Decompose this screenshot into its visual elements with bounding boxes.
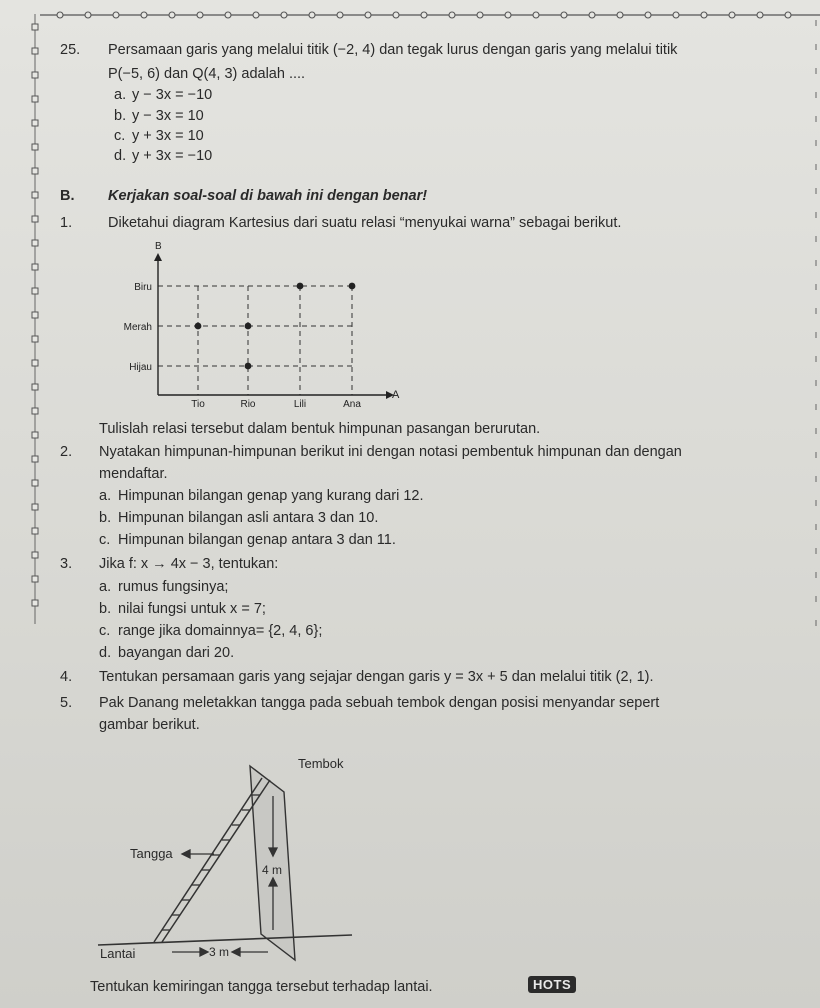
y-tick-label-hijau: Hijau [129,362,152,373]
wall-label: Tembok [298,756,344,771]
ladder-rail [162,780,270,942]
q3-item-c-text: range jika domainnya= {2, 4, 6}; [118,623,323,639]
q5-line2: gambar berikut. [99,717,200,733]
height-label: 4 m [262,863,283,877]
y-tick-label-biru: Biru [134,282,152,293]
base-label: 3 m [209,945,230,959]
x-tick-label-ana: Ana [343,399,361,410]
floor-label: Lantai [100,946,136,961]
q25-line1: Persamaan garis yang melalui titik (−2, 4) dan tegak lurus dengan garis yang melalui titik [108,42,678,58]
q2-line2: mendaftar. [99,466,168,482]
relation-point-rio-hijau [245,363,252,370]
y-axis-arrow [154,253,162,261]
q25-option-a-letter: a. [114,87,127,103]
ladder-rungs [162,795,260,930]
q3-item-b-text: nilai fungsi untuk x = 7; [118,601,266,617]
x-tick-label-tio: Tio [191,399,205,410]
spiral-binding-top [40,8,820,22]
ladder-wall-figure [90,740,370,972]
spiral-binding-left [28,14,42,624]
page-right-edge [806,0,820,1008]
q5-question: Tentukan kemiringan tangga tersebut terhadap lantai. [90,979,433,995]
q4-text: Tentukan persamaan garis yang sejajar dengan garis y = 3x + 5 dan melalui titik (2, 1). [99,669,654,685]
q25-option-d-text: y + 3x = −10 [132,148,213,164]
relation-point-rio-merah [245,323,252,330]
y-axis-label: B [155,241,162,252]
relation-point-ana-biru [349,283,356,290]
q2-item-b-text: Himpunan bilangan asli antara 3 dan 10. [118,510,379,526]
q3-text: Jika f: x → 4x − 3, tentukan: [99,556,279,572]
section-b-title: Kerjakan soal-soal di bawah ini dengan benar! [108,188,428,204]
q2-number: 2. [60,444,73,460]
hots-badge: HOTS [528,976,576,993]
q3-number: 3. [60,556,73,572]
q3-item-c-letter: c. [99,623,111,639]
q4-number: 4. [60,669,73,685]
q25-number: 25. [60,42,81,58]
ladder-label: Tangga [130,846,173,861]
q2-item-a-letter: a. [99,488,112,504]
q25-option-c-text: y + 3x = 10 [132,128,204,144]
floor-line [98,935,352,945]
q25-option-d-letter: d. [114,148,127,164]
x-tick-label-lili: Lili [293,399,307,410]
x-tick-label-rio: Rio [240,399,256,410]
q2-item-a-text: Himpunan bilangan genap yang kurang dari 12. [118,488,424,504]
q1-number: 1. [60,215,73,231]
q3-item-b-letter: b. [99,601,112,617]
q3-item-d-text: bayangan dari 20. [118,645,235,661]
q5-line1: Pak Danang meletakkan tangga pada sebuah tembok dengan posisi menyandar sepert [99,695,660,711]
q2-item-c-text: Himpunan bilangan genap antara 3 dan 11. [118,532,396,548]
q2-item-b-letter: b. [99,510,112,526]
q1-text: Diketahui diagram Kartesius dari suatu relasi “menyukai warna” sebagai berikut. [108,215,622,231]
q25-option-b-letter: b. [114,108,127,124]
ladder-pointer [182,850,214,858]
relation-point-lili-biru [297,283,304,290]
q5-number: 5. [60,695,73,711]
q3-item-d-letter: d. [99,645,112,661]
q25-option-b-text: y − 3x = 10 [132,108,204,124]
q25-line2: P(−5, 6) dan Q(4, 3) adalah .... [108,66,306,82]
y-tick-label-merah: Merah [123,322,152,333]
relation-point-tio-merah [195,323,202,330]
x-axis-label: A [392,389,400,401]
q1-instruction: Tulislah relasi tersebut dalam bentuk himpunan pasangan berurutan. [99,421,541,437]
q3-item-a-letter: a. [99,579,112,595]
q2-line1: Nyatakan himpunan-himpunan berikut ini dengan notasi pembentuk himpunan dan dengan [99,444,682,460]
q3-item-a-text: rumus fungsinya; [118,579,229,595]
chart-grid [158,286,352,395]
section-b-letter: B. [60,188,75,204]
relation-cartesian-diagram [100,235,420,415]
q25-option-a-text: y − 3x = −10 [132,87,213,103]
q25-option-c-letter: c. [114,128,126,144]
q2-item-c-letter: c. [99,532,111,548]
